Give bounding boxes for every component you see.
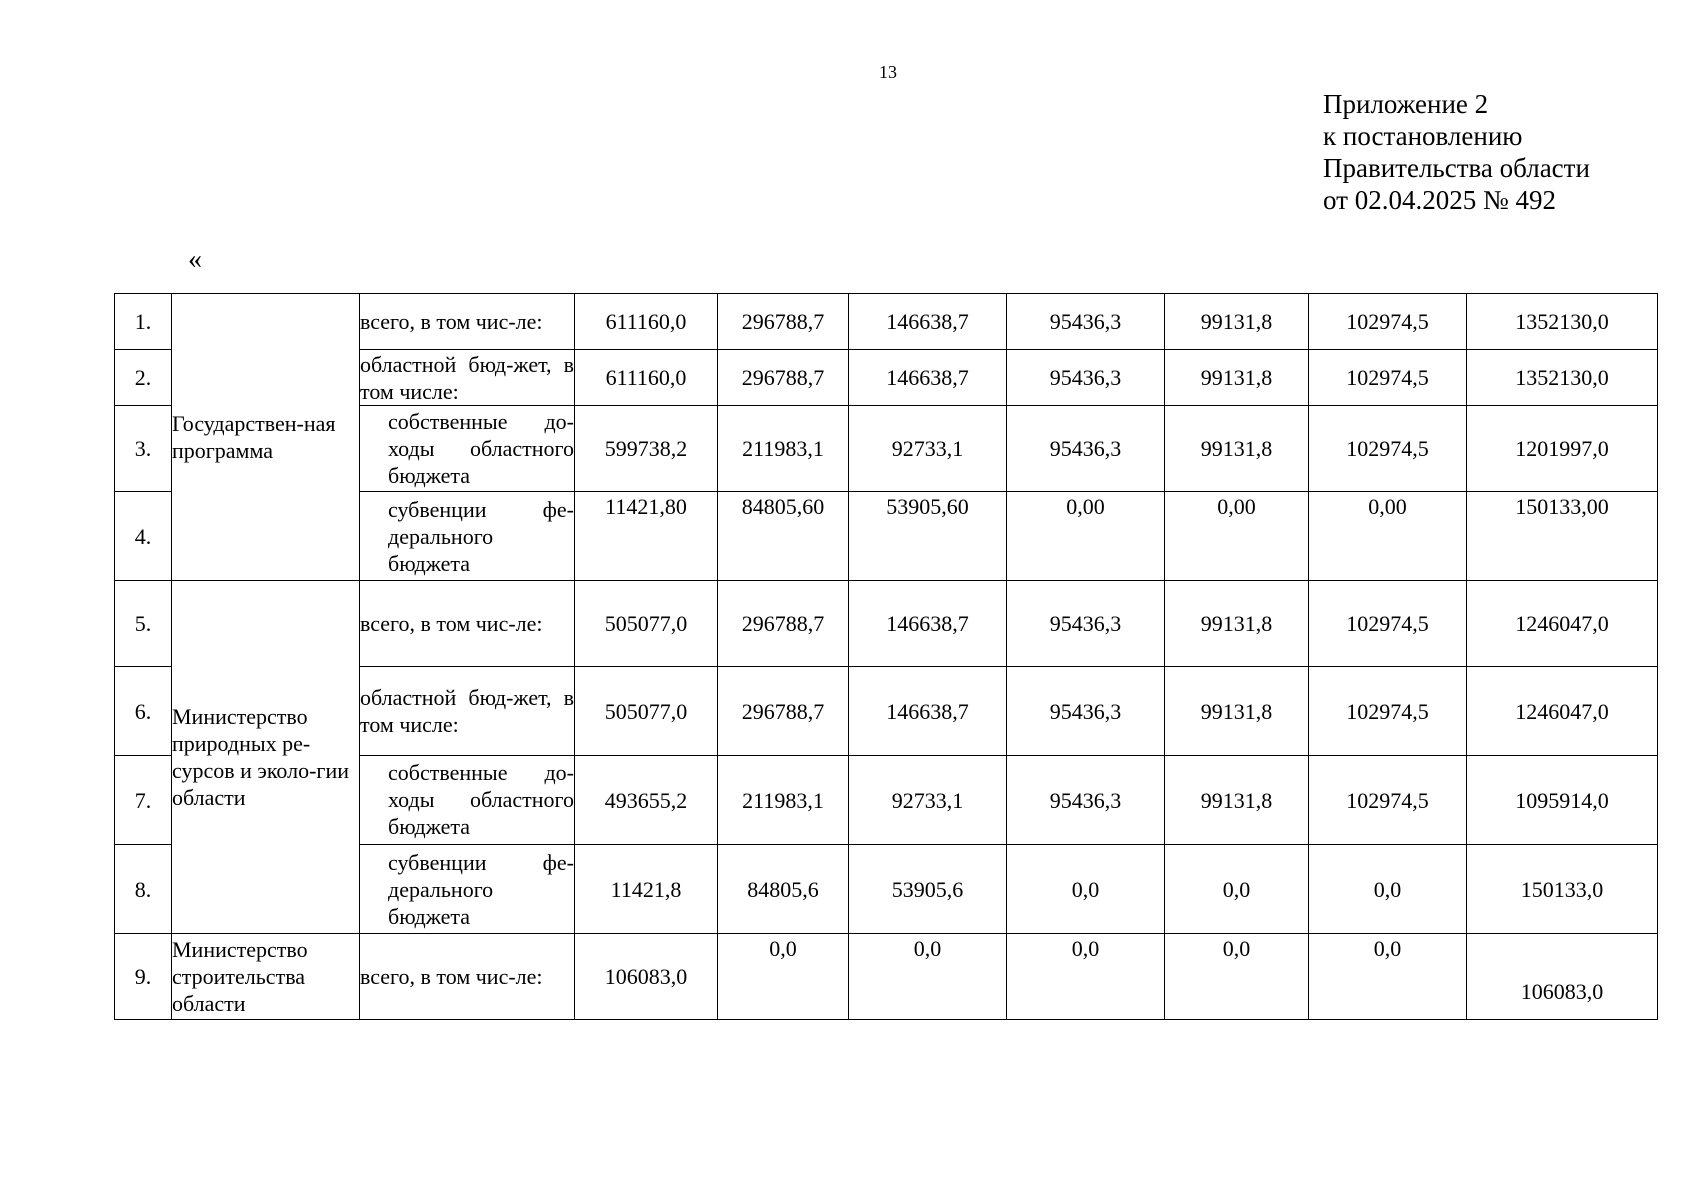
value-cell: 211983,1 [718, 406, 849, 492]
value-cell: 95436,3 [1007, 294, 1165, 350]
group-name: Министерство природных ре-сурсов и эколо-гии области [172, 581, 360, 934]
value-cell: 611160,0 [575, 294, 718, 350]
value-cell: 146638,7 [849, 667, 1007, 756]
value-cell: 0,0 [1309, 845, 1467, 934]
row-number: 1. [115, 294, 172, 350]
category-cell: областной бюд-жет, в том числе: [360, 667, 575, 756]
table-row [115, 581, 1658, 667]
value-cell: 150133,0 [1467, 845, 1658, 934]
value-cell: 0,0 [1165, 845, 1309, 934]
value-cell: 102974,5 [1309, 350, 1467, 406]
value-cell: 599738,2 [575, 406, 718, 492]
value-cell: 92733,1 [849, 406, 1007, 492]
value-cell: 296788,7 [718, 667, 849, 756]
value-cell: 99131,8 [1165, 294, 1309, 350]
value-cell: 95436,3 [1007, 756, 1165, 845]
row-number: 8. [115, 845, 172, 934]
value-cell: 102974,5 [1309, 756, 1467, 845]
row-number: 2. [115, 350, 172, 406]
appendix-line-4: от 02.04.2025 № 492 [1323, 185, 1556, 215]
value-cell: 146638,7 [849, 350, 1007, 406]
opening-quote: « [188, 244, 202, 275]
value-cell: 53905,6 [849, 845, 1007, 934]
value-cell: 505077,0 [575, 667, 718, 756]
value-cell: 102974,5 [1309, 667, 1467, 756]
budget-table [114, 293, 1658, 1020]
category-cell: субвенции фе-дерального бюджета [360, 492, 575, 581]
value-cell: 1352130,0 [1467, 294, 1658, 350]
value-cell: 0,0 [1007, 934, 1165, 1020]
value-cell: 0,0 [1165, 934, 1309, 1020]
value-cell: 99131,8 [1165, 406, 1309, 492]
value-cell: 95436,3 [1007, 350, 1165, 406]
page-number: 13 [879, 62, 897, 82]
value-cell: 95436,3 [1007, 581, 1165, 667]
value-cell: 1095914,0 [1467, 756, 1658, 845]
value-cell: 1246047,0 [1467, 581, 1658, 667]
value-cell: 505077,0 [575, 581, 718, 667]
group-name: Государствен-ная программа [172, 294, 360, 581]
value-cell: 102974,5 [1309, 294, 1467, 350]
value-cell: 95436,3 [1007, 667, 1165, 756]
category-cell: субвенции фе-дерального бюджета [360, 845, 575, 934]
value-cell: 95436,3 [1007, 406, 1165, 492]
value-cell: 106083,0 [1467, 934, 1658, 1020]
row-number: 7. [115, 756, 172, 845]
value-cell: 0,0 [718, 934, 849, 1020]
table-row [115, 294, 1658, 350]
value-cell: 211983,1 [718, 756, 849, 845]
row-number: 4. [115, 492, 172, 581]
value-cell: 102974,5 [1309, 406, 1467, 492]
value-cell: 493655,2 [575, 756, 718, 845]
value-cell: 11421,8 [575, 845, 718, 934]
appendix-line-3: Правительства области [1323, 153, 1590, 183]
value-cell: 0,00 [1165, 492, 1309, 581]
value-cell: 146638,7 [849, 581, 1007, 667]
value-cell: 92733,1 [849, 756, 1007, 845]
value-cell: 0,00 [1309, 492, 1467, 581]
row-number: 9. [115, 934, 172, 1020]
row-number: 6. [115, 667, 172, 756]
value-cell: 296788,7 [718, 294, 849, 350]
value-cell: 0,0 [849, 934, 1007, 1020]
value-cell: 106083,0 [575, 934, 718, 1020]
value-cell: 0,0 [1309, 934, 1467, 1020]
value-cell: 150133,00 [1467, 492, 1658, 581]
value-cell: 99131,8 [1165, 350, 1309, 406]
value-cell: 53905,60 [849, 492, 1007, 581]
value-cell: 296788,7 [718, 581, 849, 667]
appendix-header [1323, 88, 1590, 216]
row-number: 5. [115, 581, 172, 667]
value-cell: 99131,8 [1165, 667, 1309, 756]
value-cell: 0,0 [1007, 845, 1165, 934]
category-cell: всего, в том чис-ле: [360, 294, 575, 350]
category-cell: всего, в том чис-ле: [360, 934, 575, 1020]
value-cell: 84805,60 [718, 492, 849, 581]
table-row [115, 934, 1658, 1020]
category-cell: собственные до-ходы областного бюджета [360, 756, 575, 845]
category-cell: областной бюд-жет, в том числе: [360, 351, 574, 404]
value-cell: 99131,8 [1165, 756, 1309, 845]
value-cell: 1352130,0 [1467, 350, 1658, 406]
category-cell: собственные до-ходы областного бюджета [360, 406, 575, 492]
value-cell: 146638,7 [849, 294, 1007, 350]
appendix-line-2: к постановлению [1323, 121, 1523, 151]
value-cell: 296788,7 [718, 350, 849, 406]
group-name: Министерство строительства области [172, 934, 360, 1020]
value-cell: 0,00 [1007, 492, 1165, 581]
value-cell: 1201997,0 [1467, 406, 1658, 492]
value-cell: 1246047,0 [1467, 667, 1658, 756]
appendix-line-1: Приложение 2 [1323, 89, 1489, 119]
category-cell: всего, в том чис-ле: [360, 581, 575, 667]
value-cell: 11421,80 [575, 492, 718, 581]
value-cell: 84805,6 [718, 845, 849, 934]
row-number: 3. [115, 406, 172, 492]
value-cell: 102974,5 [1309, 581, 1467, 667]
value-cell: 99131,8 [1165, 581, 1309, 667]
value-cell: 611160,0 [575, 350, 718, 406]
